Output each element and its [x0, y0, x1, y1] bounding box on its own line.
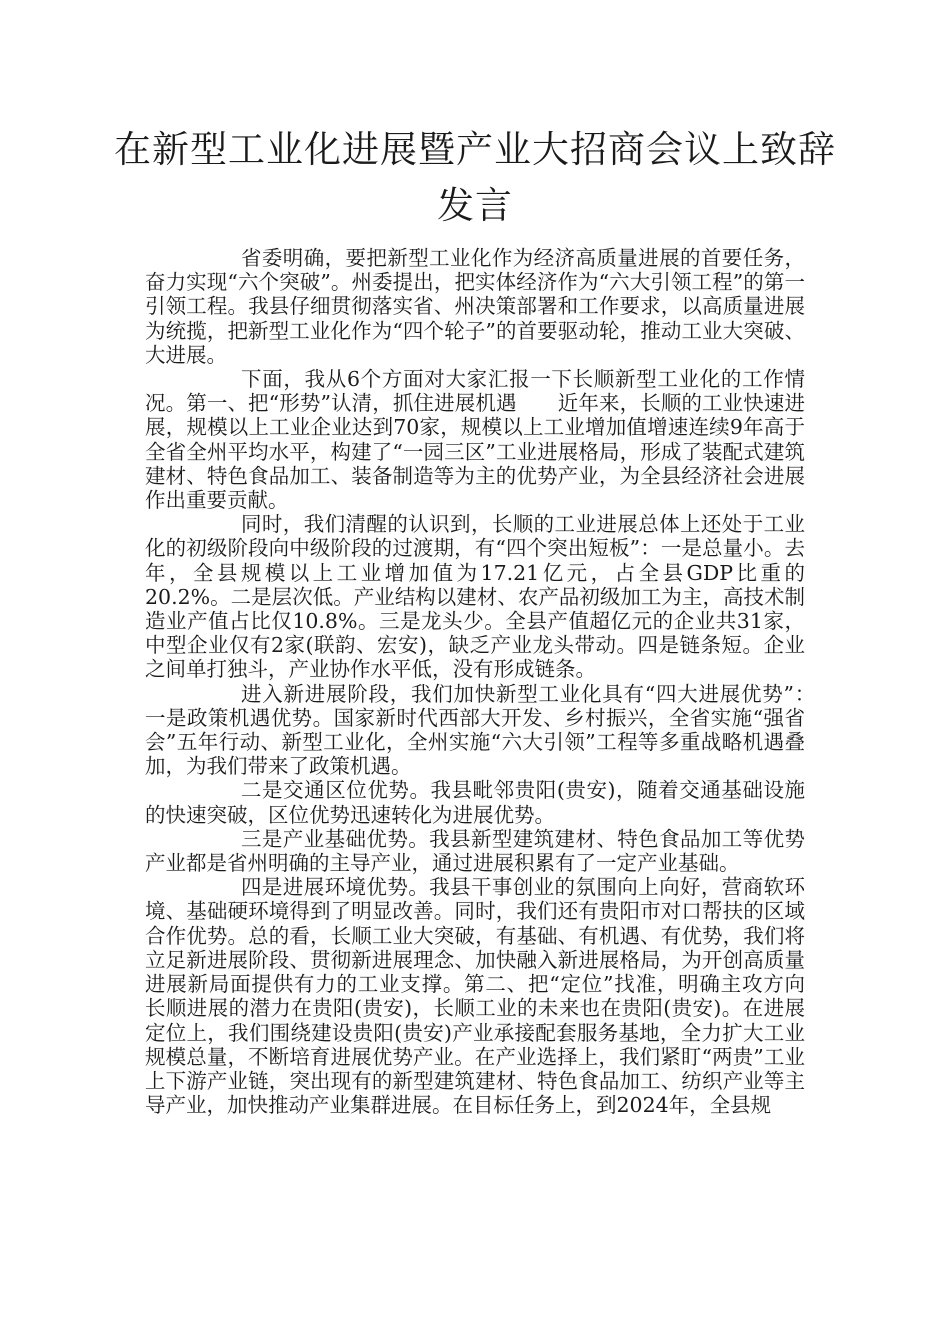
paragraph: 同时，我们清醒的认识到，长顺的工业进展总体上还处于工业化的初级阶段向中级阶段的过渡期，有“四个突出短板”：一是总量小。去年，全县规模以上工业增加值为17.21亿元，占全县GDP比重的20.2%。二是层次低。产业结构以建材、农产品初级加工为主，高技术制造业产值占比仅10.8%。三是龙头少。全县产值超亿元的企业共31家，中型企业仅有2家(联韵、宏安)，缺乏产业龙头带动。四是链条短。企业之间单打独斗，产业协作水平低，没有形成链条。: [145, 512, 805, 682]
paragraph: 进入新进展阶段，我们加快新型工业化具有“四大进展优势”： 一是政策机遇优势。国家新时代西部大开发、乡村振兴，全省实施“强省会”五年行动、新型工业化，全州实施“六大引领”工程等多重战略机遇叠加，为我们带来了政策机遇。: [145, 681, 846, 779]
document-body: [145, 246, 846, 1118]
document-title: 在新型工业化进展暨产业大招商会议上致辞发言: [114, 128, 836, 227]
paragraph: 三是产业基础优势。我县新型建筑建材、特色食品加工等优势产业都是省州明确的主导产业，通过进展积累有了一定产业基础。: [145, 826, 805, 876]
paragraph: 四是进展环境优势。我县干事创业的氛围向上向好，营商软环境、基础硬环境得到了明显改善。同时，我们还有贵阳市对口帮扶的区域合作优势。总的看，长顺工业大突破，有基础、有机遇、有优势，我们将立足新进展阶段、贯彻新进展理念、加快融入新进展格局，为开创高质量进展新局面提供有力的工业支撑。第二、把“定位”找准，明确主攻方向 长顺进展的潜力在贵阳(贵安)，长顺工业的未来也在贵阳(贵安)。在进展定位上，我们围绕建设贵阳(贵安)产业承接配套服务基地，全力扩大工业规模总量，不断培育进展优势产业。在产业选择上，我们紧盯“两贵”工业上下游产业链，突出现有的新型建筑建材、特色食品加工、纺织产业等主导产业，加快推动产业集群进展。在目标任务上，到2024年，全县规: [145, 875, 846, 1118]
paragraph: 下面，我从6个方面对大家汇报一下长顺新型工业化的工作情况。第一、把“形势”认清，抓住进展机遇 近年来，长顺的工业快速进展，规模以上工业企业达到70家，规模以上工业增加值增速连续9年高于全省全州平均水平，构建了“一园三区”工业进展格局，形成了装配式建筑建材、特色食品加工、装备制造等为主的优势产业，为全县经济社会进展作出重要贡献。: [145, 367, 805, 513]
paragraph: 省委明确，要把新型工业化作为经济高质量进展的首要任务，奋力实现“六个突破”。州委提出，把实体经济作为“六大引领工程”的第一引领工程。我县仔细贯彻落实省、州决策部署和工作要求，以高质量进展为统揽，把新型工业化作为“四个轮子”的首要驱动轮，推动工业大突破、大进展。: [145, 246, 805, 367]
paragraph: 二是交通区位优势。我县毗邻贵阳(贵安)，随着交通基础设施的快速突破，区位优势迅速转化为进展优势。: [145, 778, 805, 827]
